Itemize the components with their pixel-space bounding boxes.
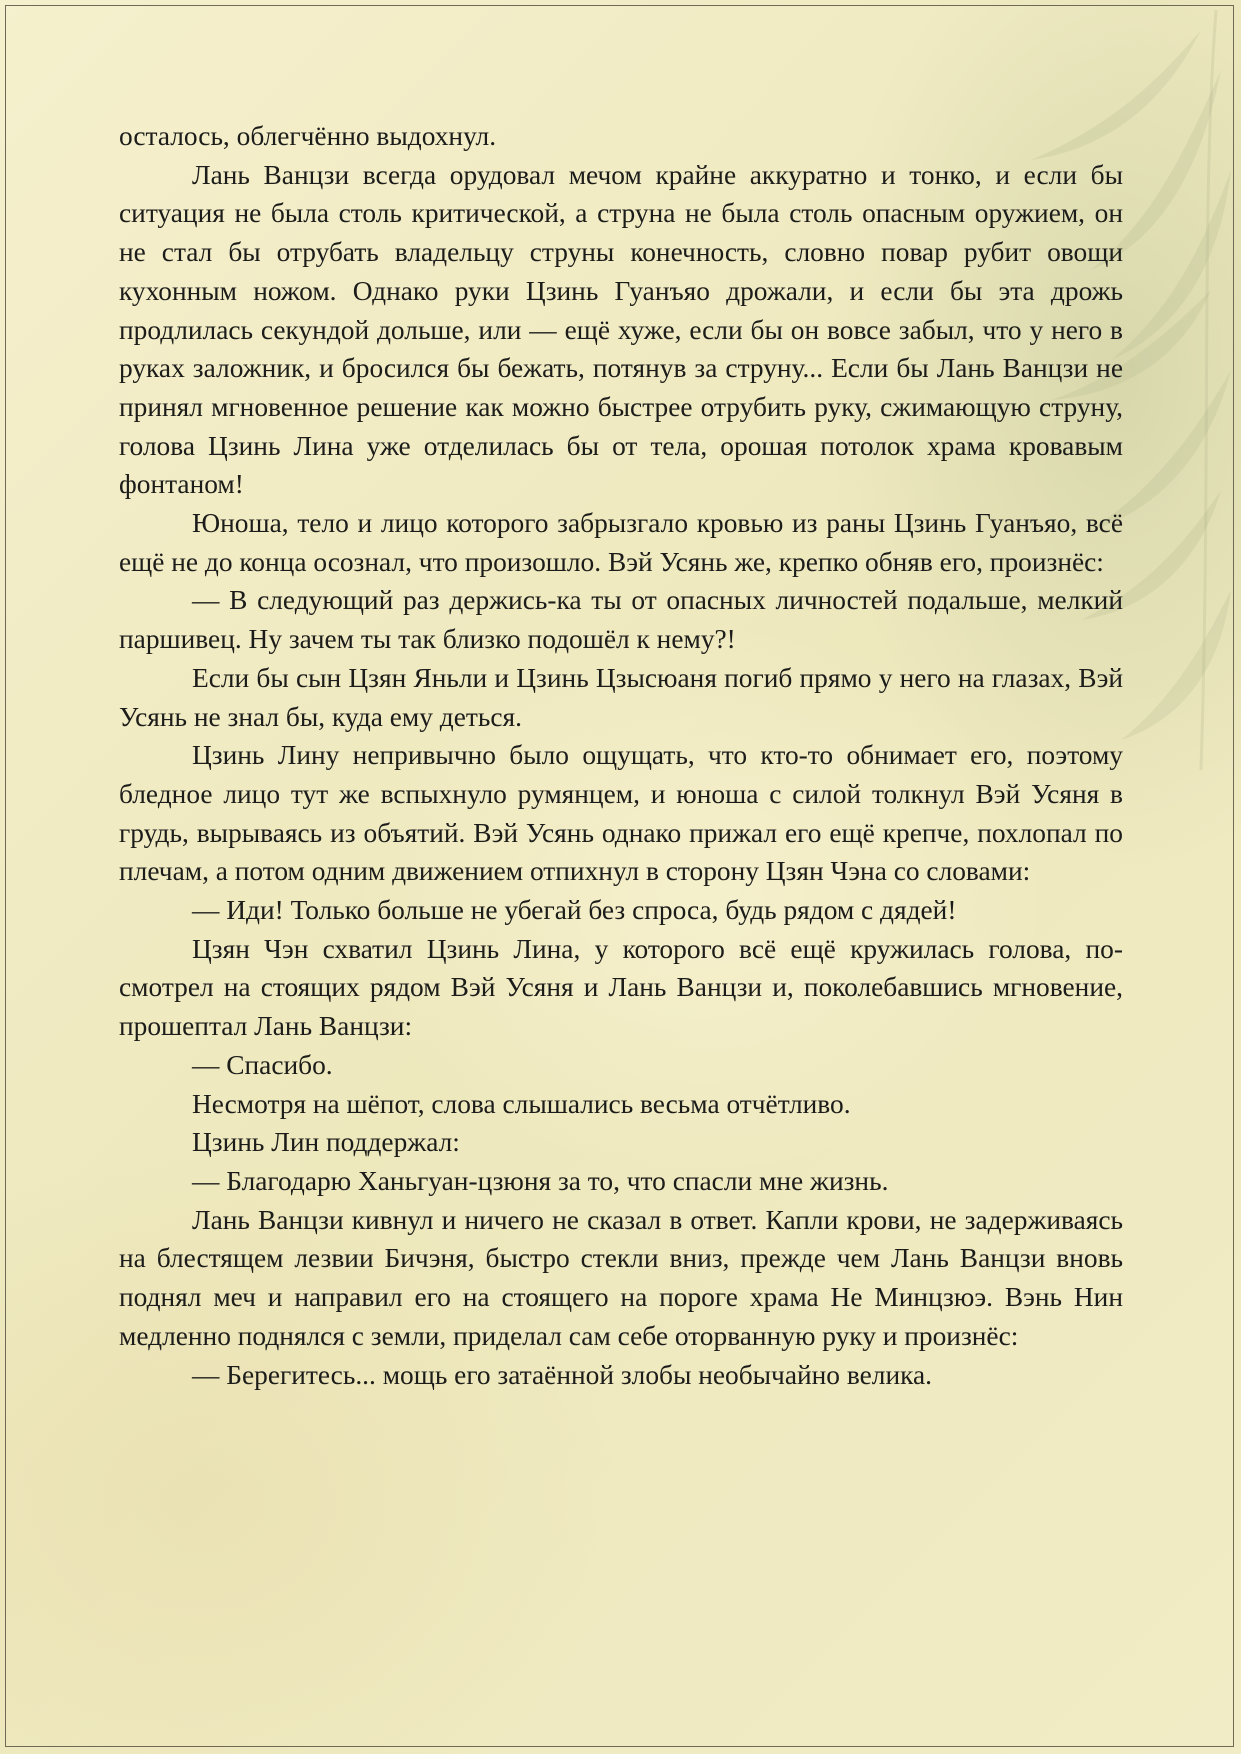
paragraph: Несмотря на шёпот, слова слышались весьма отчётливо. <box>192 1088 851 1119</box>
paragraph: осталось, облегчённо выдохнул. <box>119 121 497 151</box>
dialogue-line: — Иди! Только больше не убегай без спроса, будь рядом с дядей! <box>192 895 957 926</box>
paragraph: Юноша, тело и лицо которого забрызгало кровью из раны Цзинь Гуанъяо, всё ещё не до конца осознал, что произошло. Вэй Усянь же, крепко обняв его, произнёс: <box>119 508 1123 577</box>
paragraph: Если бы сын Цзян Яньли и Цзинь Цзысюаня погиб прямо у него на глазах, Вэй Усянь не знал бы, куда ему деться. <box>119 662 1123 732</box>
document-body <box>119 117 1123 1394</box>
dialogue-line: — В следующий раз держись-ка ты от опасных личностей подальше, мелкий паршивец. Ну зачем ты так близко подошёл к нему?! <box>119 585 1123 655</box>
paragraph: Цзян Чэн схватил Цзинь Лина, у которого всё ещё кружилась голова, посмотрел на стоящих рядом Вэй Усяня и Лань Ванцзи и, поколебавшись мгновение, прошептал Лань Ванцзи: <box>119 933 1123 1042</box>
dialogue-line: — Благодарю Ханьгуан-цзюня за то, что спасли мне жизнь. <box>192 1165 889 1196</box>
dialogue-line: — Спасибо. <box>192 1049 333 1080</box>
paragraph: Цзинь Лину непривычно было ощущать, что кто-то обнимает его, поэтому бледное лицо тут же вспыхнуло румянцем, и юноша с силой толкнул Вэй Усяня в грудь, вырываясь из объятий. Вэй Усянь однако прижал его ещё крепче, похлопал по плечам, а потом одним движением отпихнул в сторону Цзян Чэна со словами: <box>119 740 1123 887</box>
paragraph: Цзинь Лин поддержал: <box>192 1127 460 1158</box>
paragraph: Лань Ванцзи кивнул и ничего не сказал в ответ. Капли крови, не задерживаясь на блестящем лезвии Бичэня, быстро стекли вниз, прежде чем Лань Ванцзи вновь поднял меч и направил его на стоящего на пороге храма Не Минцзюэ. Вэнь Нин медленно поднялся с земли, приделал сам себе оторванную руку и произнёс: <box>119 1204 1123 1351</box>
paragraph: Лань Ванцзи всегда орудовал мечом крайне аккуратно и тонко, и если бы ситуация не была столь критической, а струна не была столь опасным оружием, он не стал бы отрубать владельцу струны конечность, словно повар рубит овощи кухонным ножом. Однако руки Цзинь Гуанъяо дрожали, и если бы эта дрожь продлилась секундой дольше, или — ещё хуже, если бы он вовсе забыл, что у него в руках заложник, и бросился бы бежать, потянув за струну... Если бы Лань Ванцзи не принял мгновенное решение как можно быстрее отрубить руку, сжимающую струну, голова Цзинь Лина уже отделилась бы от тела, орошая потолок храма кровавым фонтаном! <box>119 159 1123 500</box>
dialogue-line: — Берегитесь... мощь его затаённой злобы необычайно велика. <box>192 1359 933 1390</box>
